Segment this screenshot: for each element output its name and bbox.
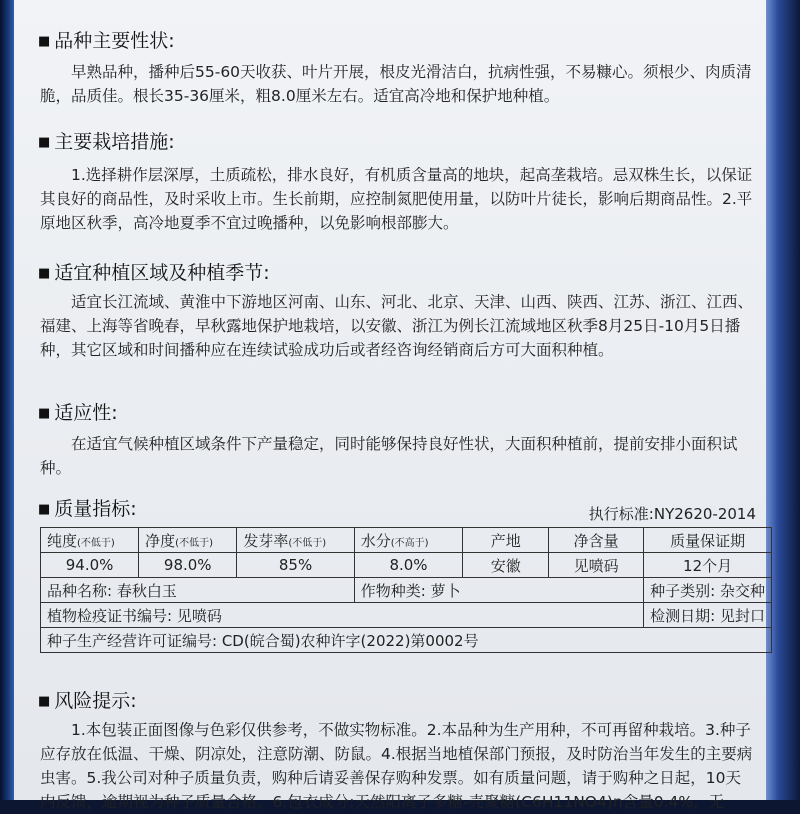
warranty-header: 质量保证期 [644,528,772,553]
risk-heading: ■ 风险提示: [38,690,137,712]
test-date-cell: 检测日期: 见封口 [644,603,772,628]
square-bullet-icon: ■ [38,135,51,150]
germination-header: 发芽率(不低于) [237,528,354,553]
quarantine-cell: 植物检疫证书编号: 见喷码 [41,603,644,628]
square-bullet-icon: ■ [38,34,51,49]
table-row [41,553,772,578]
seed-category-cell: 种子类别: 杂交种 [644,578,772,603]
adaptability-heading: ■ 适应性: [38,402,118,424]
warranty-value: 12个月 [644,553,772,578]
execution-standard: 执行标准:NY2620-2014 [588,505,756,523]
region-heading: ■ 适宜种植区域及种植季节: [38,262,270,284]
variety-name-cell: 品种名称: 春秋白玉 [41,578,355,603]
square-bullet-icon: ■ [38,266,51,281]
purity-header: 纯度(不低于) [41,528,139,553]
quality-table [40,527,772,653]
crop-type-cell: 作物种类: 萝卜 [354,578,643,603]
adaptability-text: 在适宜气候种植区域条件下产量稳定，同时能够保持良好性状，大面积种植前，提前安排小面积试种。 [40,435,738,477]
table-row [41,628,772,653]
square-bullet-icon: ■ [38,502,51,517]
net-content-value: 见喷码 [549,553,644,578]
square-bullet-icon: ■ [38,406,51,421]
net-content-header: 净含量 [549,528,644,553]
table-row [41,603,772,628]
seed-package-label [14,0,766,811]
risk-text: 1.本包装正面图像与色彩仅供参考，不做实物标准。2.本品种为生产用种，不可再留种栽培。3.种子应存放在低温、干燥、阴凉处，注意防潮、防鼠。4.根据当地植保部门预报，及时防治当年发生的主要病虫害。5.我公司对种子质量负责，购种后请妥善保存购种发票。如有质量问题，请于购种之日起，10天内反馈，逾期视为种子质量合格。6.包衣成分:天然阳离子多糖-壳聚糖(C6H11NO4)n含量0.4%，无 [40,721,753,811]
package-edge-left [0,0,14,800]
origin-header: 产地 [463,528,549,553]
package-edge-right [766,0,800,800]
moisture-value: 8.0% [354,553,462,578]
germination-value: 85% [237,553,354,578]
square-bullet-icon: ■ [38,694,51,709]
table-row [41,528,772,553]
origin-value: 安徽 [463,553,549,578]
license-cell: 种子生产经营许可证编号: CD(皖合蜀)农种许字(2022)第0002号 [41,628,772,653]
variety-traits-text: 早熟品种，播种后55-60天收获、叶片开展，根皮光滑洁白，抗病性强，不易糠心。须根少、肉质清脆，品质佳。根长35-36厘米，粗8.0厘米左右。适宜高冷地和保护地种植。 [40,63,752,105]
quality-heading: ■ 质量指标: [38,498,137,520]
cultivation-heading: ■ 主要栽培措施: [38,131,175,153]
variety-traits-heading: ■ 品种主要性状: [38,30,175,52]
moisture-header: 水分(不高于) [354,528,462,553]
cultivation-text: 1.选择耕作层深厚，土质疏松，排水良好，有机质含量高的地块，起高垄栽培。忌双株生长，以保证其良好的商品性，及时采收上市。生长前期，应控制氮肥使用量，以防叶片徒长，影响后期商品性。2.平原地区秋季，高冷地夏季不宜过晚播种，以免影响根部膨大。 [40,166,753,232]
cleanliness-header: 净度(不低于) [139,528,237,553]
region-text: 适宜长江流域、黄淮中下游地区河南、山东、河北、北京、天津、山西、陕西、江苏、浙江、江西、福建、上海等省晚春，早秋露地保护地栽培，以安徽、浙江为例长江流域地区秋季8月25日-10月5日播种，其它区域和时间播种应在连续试验成功后或者经咨询经销商后方可大面积种植。 [40,293,754,359]
table-row [41,578,772,603]
purity-value: 94.0% [41,553,139,578]
cleanliness-value: 98.0% [139,553,237,578]
